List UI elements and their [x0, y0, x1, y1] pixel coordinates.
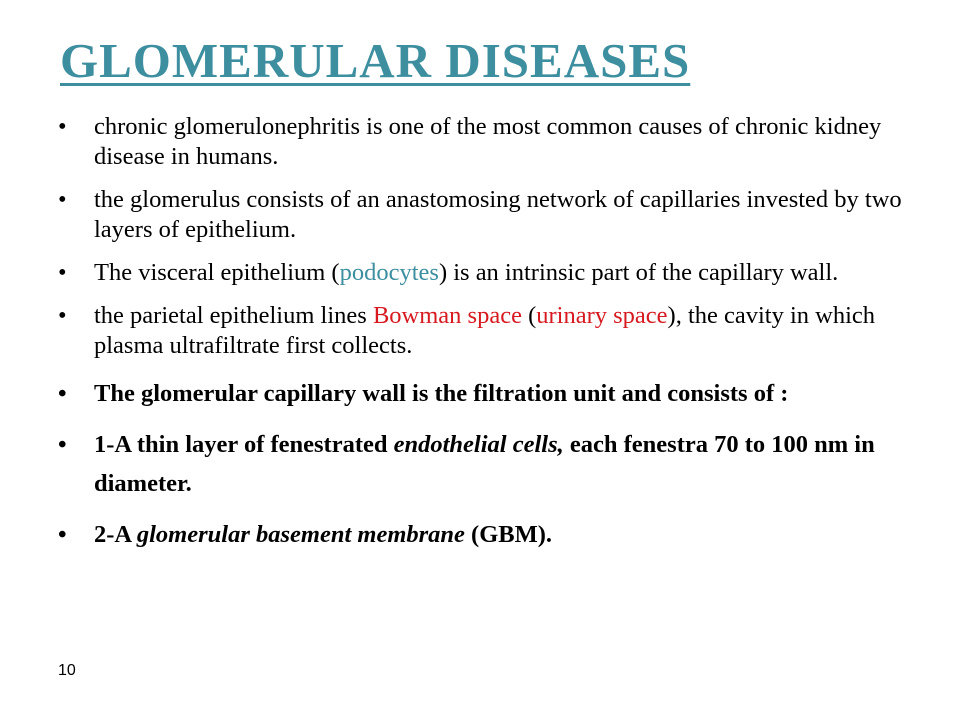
bullet-dot-icon: •	[58, 113, 67, 140]
slide-number: 10	[58, 662, 76, 679]
bullet-dot-icon: •	[58, 259, 67, 286]
bullet-item-glomerulus-structure	[58, 185, 908, 245]
gbm-term: glomerular basement membrane	[136, 521, 465, 548]
bullet-dot-icon: •	[58, 431, 67, 458]
bullet-text-post: (GBM).	[464, 521, 553, 548]
bullet-item-endothelial-layer	[58, 425, 908, 503]
bullet-item-parietal-epithelium	[58, 301, 908, 361]
bullet-item-gbm	[58, 515, 908, 554]
bullet-item-filtration-unit	[58, 374, 908, 413]
bullet-text-pre: the parietal epithelium lines	[94, 302, 373, 329]
bullet-text: the glomerulus consists of an anastomosing network of capillaries invested by two layers of epithelium.	[94, 186, 902, 243]
bullet-dot-icon: •	[58, 186, 67, 213]
bullet-text-post: ), the cavity in which plasma ultrafiltrate first collects.	[94, 302, 876, 359]
bullet-text-post: each fenestra 70 to 100 nm in diameter.	[94, 431, 875, 497]
bullet-text: The glomerular capillary wall is the filtration unit and consists of :	[94, 380, 789, 407]
slide-title: GLOMERULAR DISEASES	[60, 33, 691, 88]
endothelial-cells-term: endothelial cells,	[393, 431, 564, 458]
urinary-space-term: urinary space	[536, 302, 668, 329]
bullet-item-chronic-gn	[58, 112, 908, 172]
bullet-text-pre: 2-A	[94, 521, 137, 548]
bullet-dot-icon: •	[58, 302, 67, 329]
bullet-text-pre: 1-A thin layer of fenestrated	[94, 431, 394, 458]
bullet-text: chronic glomerulonephritis is one of the most common causes of chronic kidney disease in humans.	[94, 113, 882, 170]
podocytes-term: podocytes	[339, 259, 439, 286]
bullet-dot-icon: •	[58, 380, 67, 407]
bowman-space-term: Bowman space	[372, 302, 522, 329]
bullet-list	[58, 112, 908, 566]
bullet-text-post: ) is an intrinsic part of the capillary wall.	[438, 259, 839, 286]
bullet-text-pre: The visceral epithelium (	[94, 259, 340, 286]
bullet-text-mid: (	[521, 302, 537, 329]
bullet-dot-icon: •	[58, 521, 67, 548]
bullet-item-visceral-epithelium	[58, 258, 908, 288]
